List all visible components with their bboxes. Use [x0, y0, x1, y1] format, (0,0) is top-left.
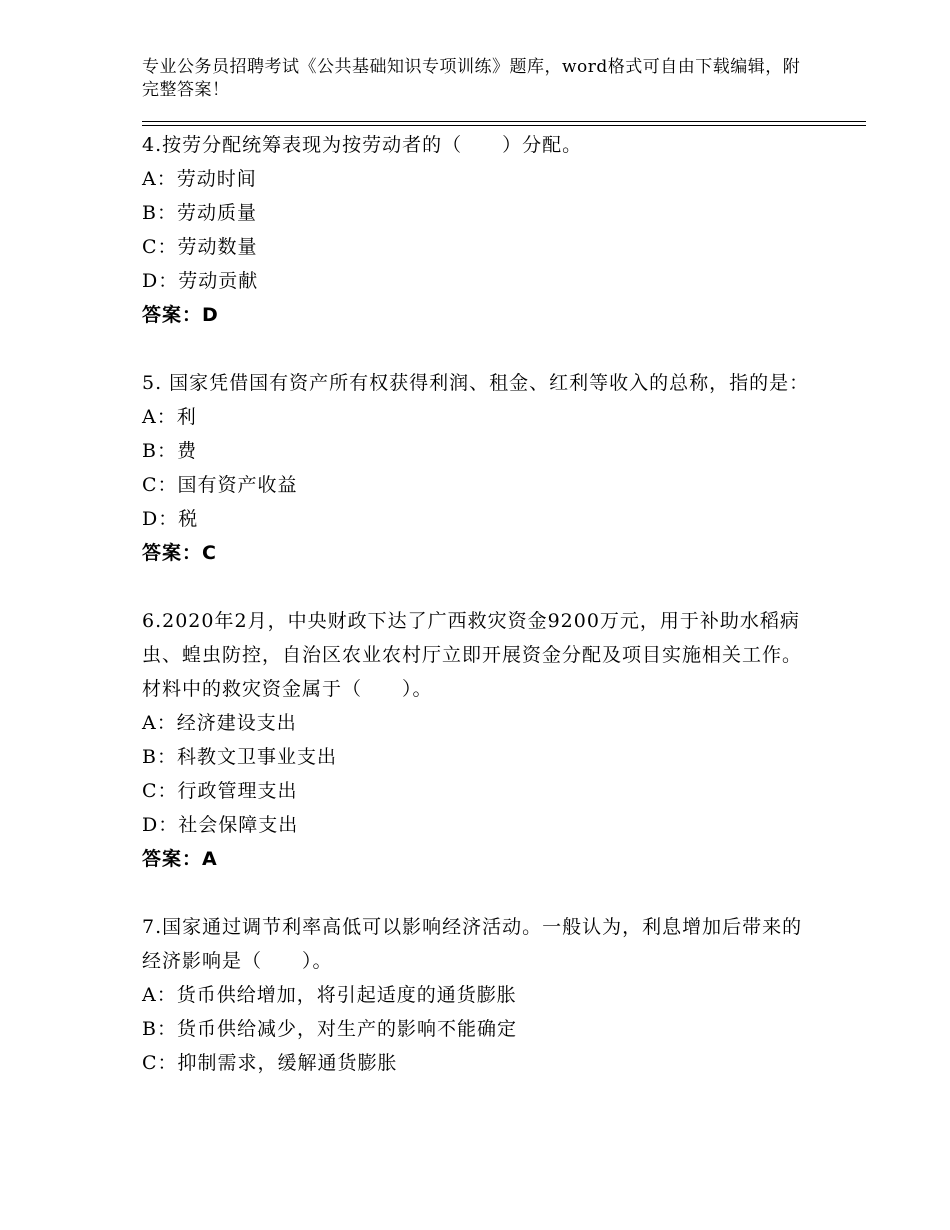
header-rule-top — [142, 121, 866, 122]
option-b: B：劳动质量 — [142, 202, 257, 224]
option-c: C：劳动数量 — [142, 236, 258, 258]
option-c: C：国有资产收益 — [142, 474, 298, 496]
question-text: 5. 国家凭借国有资产所有权获得利润、租金、红利等收入的总称，指的是： — [142, 372, 810, 394]
option-a: A：货币供给增加，将引起适度的通货膨胀 — [142, 984, 517, 1006]
question-text: 7.国家通过调节利率高低可以影响经济活动。一般认为，利息增加后带来的经济影响是（ ）。 — [142, 916, 803, 972]
option-b: B：科教文卫事业支出 — [142, 746, 337, 768]
question-block — [142, 128, 810, 332]
answer-label: 答案：D — [142, 304, 219, 326]
question-text: 4.按劳分配统筹表现为按劳动者的（ ）分配。 — [142, 134, 583, 156]
option-a: A：经济建设支出 — [142, 712, 297, 734]
option-b: B：费 — [142, 440, 197, 462]
header-rule-bottom — [142, 125, 866, 126]
question-text: 6.2020年2月，中央财政下达了广西救灾资金9200万元，用于补助水稻病虫、蝗虫防控，自治区农业农村厅立即开展资金分配及项目实施相关工作。材料中的救灾资金属于（ ）。 — [142, 610, 803, 700]
spacer — [142, 876, 810, 910]
question-block — [142, 910, 810, 1080]
spacer — [142, 332, 810, 366]
option-c: C：行政管理支出 — [142, 780, 298, 802]
option-d: D：社会保障支出 — [142, 814, 299, 836]
question-list — [142, 128, 810, 1080]
answer-label: 答案：A — [142, 848, 218, 870]
document-header: 专业公务员招聘考试《公共基础知识专项训练》题库，word格式可自由下载编辑，附完整答案！ — [142, 57, 801, 100]
answer-label: 答案：C — [142, 542, 217, 564]
option-b: B：货币供给减少，对生产的影响不能确定 — [142, 1018, 517, 1040]
option-d: D：税 — [142, 508, 199, 530]
spacer — [142, 570, 810, 604]
question-block — [142, 366, 810, 570]
option-d: D：劳动贡献 — [142, 270, 259, 292]
option-c: C：抑制需求，缓解通货膨胀 — [142, 1052, 398, 1074]
question-block — [142, 604, 810, 876]
option-a: A：劳动时间 — [142, 168, 257, 190]
option-a: A：利 — [142, 406, 197, 428]
